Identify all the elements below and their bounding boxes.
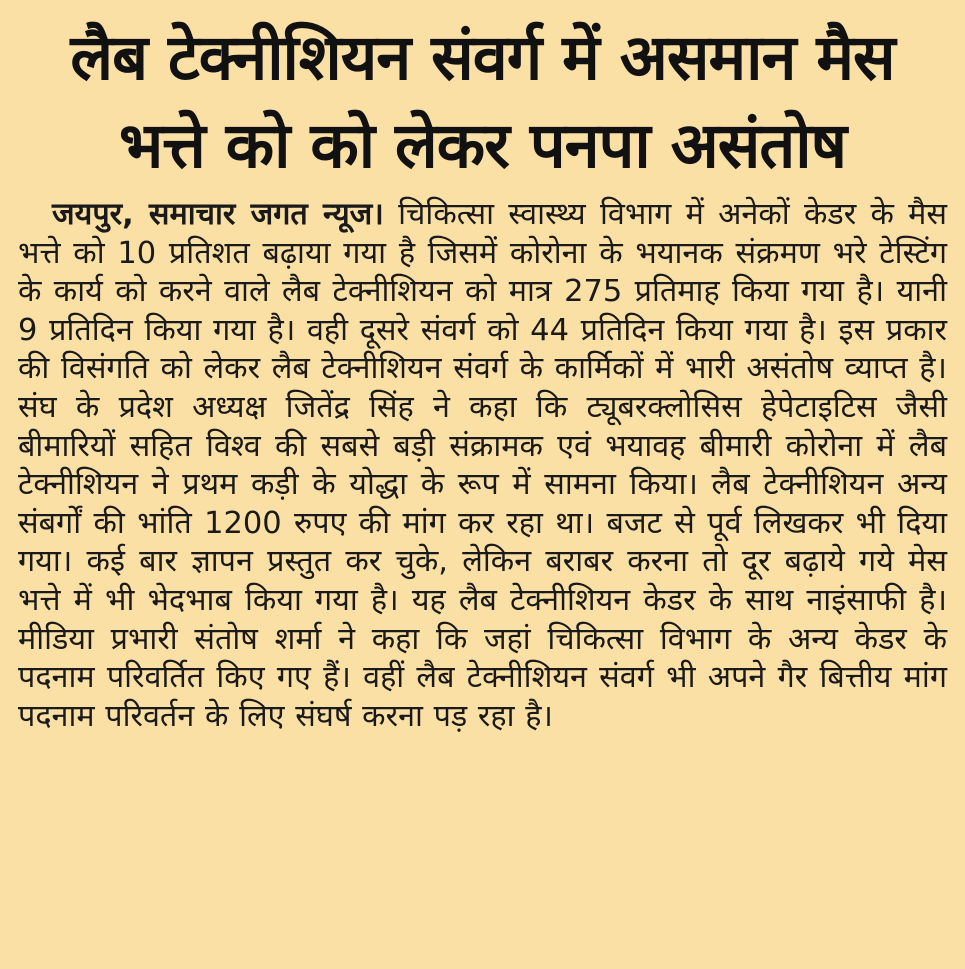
article-body-text: चिकित्सा स्वास्थ्य विभाग में अनेकों केडर के मैस भत्ते को 10 प्रतिशत बढ़ाया गया है जिसमें कोरोना के भयानक संक्रमण भरे टेस्टिंग के कार्य को करने वाले लैब टेक्नीशियन को मात्र 275 प्रतिमाह किया गया है। यानी 9 प्रतिदिन किया गया है। वही दूसरे संवर्ग को 44 प्रतिदिन किया गया है। इस प्रकार की विसंगति को लेकर लैब टेक्नीशियन संवर्ग के कार्मिकों में भारी असंतोष व्याप्त है। संघ के प्रदेश अध्यक्ष जितेंद्र सिंह ने कहा कि ट्यूबरक्लोसिस हेपेटाइटिस जैसी बीमारियों सहित विश्व की सबसे बड़ी संक्रामक एवं भयावह बीमारी कोरोना में लैब टेक्नीशियन ने प्रथम कड़ी के योद्धा के रूप में सामना किया। लैब टेक्नीशियन अन्य संबर्गों की भांति 1200 रुपए की मांग कर रहा था। बजट से पूर्व लिखकर भी दिया गया। कई बार ज्ञापन प्रस्तुत कर चुके, लेकिन बराबर करना तो दूर बढ़ाये गये मेस भत्ते में भी भेदभाब किया गया है। यह लैब टेक्नीशियन केडर के साथ नाइंसाफी है। मीडिया प्रभारी संतोष शर्मा ने कहा कि जहां चिकित्सा विभाग के अन्य केडर के पदनाम परिवर्तित किए गए हैं। वहीं लैब टेक्नीशियन संवर्ग भी अपने गैर बित्तीय मांग पदनाम परिवर्तन के लिए संघर्ष करना पड़ रहा है।	[18, 197, 948, 734]
article-body	[18, 196, 947, 736]
article-headline: लैब टेक्नीशियन संवर्ग में असमान मैस भत्ते को को लेकर पनपा असंतोष	[70, 21, 895, 182]
article-dateline: जयपुर, समाचार जगत न्यूज।	[52, 197, 384, 232]
